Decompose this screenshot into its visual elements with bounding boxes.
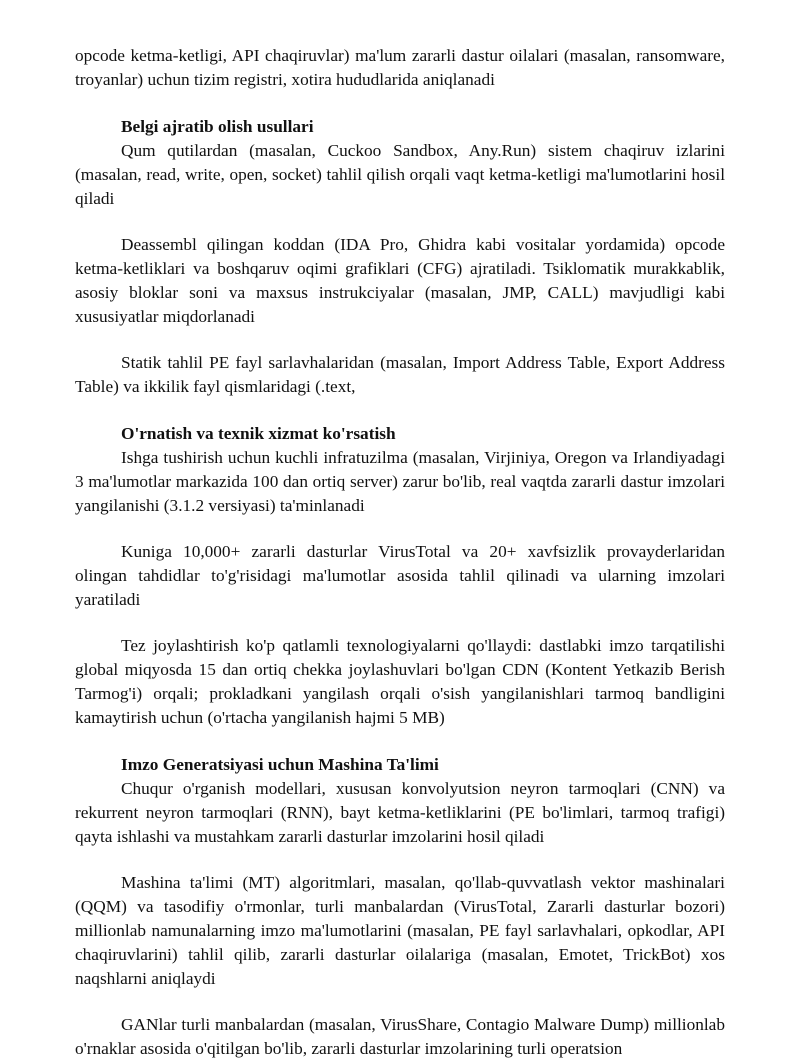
paragraph: Tez joylashtirish ko'p qatlamli texnologiyalarni qo'llaydi: dastlabki imzo tarqatilishi global miqyosda 15 dan ortiq chekka joylashuvlari bo'lgan CDN (Kontent Yetkazib Berish Tarmog'i) orqali; prokladkani yangilash orqali o'sish yangilanishlari tarmoq bandligini kamaytirish uchun (o'rtacha yangilanish hajmi 5 MB) <box>75 636 725 727</box>
paragraph: Chuqur o'rganish modellari, xususan konvolyutsion neyron tarmoqlari (CNN) va rekurrent neyron tarmoqlari (RNN), bayt ketma-ketliklarini (PE bo'limlari, tarmoq trafigi) qayta ishlashi va mustahkam zararli dasturlar imzolarini hosil qiladi <box>75 779 725 846</box>
section-heading-deployment: O'rnatish va texnik xizmat ko'rsatish <box>121 424 396 443</box>
paragraph: Mashina ta'limi (MT) algoritmlari, masalan, qo'llab-quvvatlash vektor mashinalari (QQM) va tasodifiy o'rmonlar, turli manbalardan (VirusTotal, Zararli dasturlar bozori) millionlab namunalarning imzo ma'lumotlarini (masalan, PE fayl sarlavhalari, opkodlar, API chaqiruvlarini) tahlil qilib, zararli dasturlar oilalariga (masalan, Emotet, TrickBot) xos naqshlarni aniqlaydi <box>75 873 725 988</box>
paragraph: Ishga tushirish uchun kuchli infratuzilma (masalan, Virjiniya, Oregon va Irlandiyadagi 3 ma'lumotlar markazida 100 dan ortiq server) zarur bo'lib, real vaqtda zararli dastur imzolari yangilanishi (3.1.2 versiyasi) ta'minlanadi <box>75 448 725 515</box>
intro-paragraph: opcode ketma-ketligi, API chaqiruvlar) ma'lum zararli dastur oilalari (masalan, ransomware, troyanlar) uchun tizim registri, xotira hududlarida aniqlanadi <box>75 46 725 89</box>
paragraph: Deassembl qilingan koddan (IDA Pro, Ghidra kabi vositalar yordamida) opcode ketma-ketliklari va boshqaruv oqimi grafiklari (CFG) ajratiladi. Tsiklomatik murakkablik, asosiy bloklar soni va maxsus instrukciyalar (masalan, JMP, CALL) mavjudligi kabi xususiyatlar miqdorlanadi <box>75 235 725 326</box>
paragraph: Statik tahlil PE fayl sarlavhalaridan (masalan, Import Address Table, Export Address Table) va ikkilik fayl qismlaridagi (.text, <box>75 353 725 396</box>
section-heading-feature-extraction: Belgi ajratib olish usullari <box>121 117 314 136</box>
paragraph: Qum qutilardan (masalan, Cuckoo Sandbox, Any.Run) sistem chaqiruv izlarini (masalan, read, write, open, socket) tahlil qilish orqali vaqt ketma-ketligi ma'lumotlarini hosil qiladi <box>75 141 725 208</box>
section-heading-ml: Imzo Generatsiyasi uchun Mashina Ta'limi <box>121 755 439 774</box>
paragraph: GANlar turli manbalardan (masalan, VirusShare, Contagio Malware Dump) millionlab o'rnaklar asosida o'qitilgan bo'lib, zararli dasturlar imzolarining turli operatsion <box>75 1015 725 1058</box>
paragraph: Kuniga 10,000+ zararli dasturlar VirusTotal va 20+ xavfsizlik provayderlaridan olingan tahdidlar to'g'risidagi ma'lumotlar asosida tahlil qilinadi va ularning imzolari yaratiladi <box>75 542 725 609</box>
